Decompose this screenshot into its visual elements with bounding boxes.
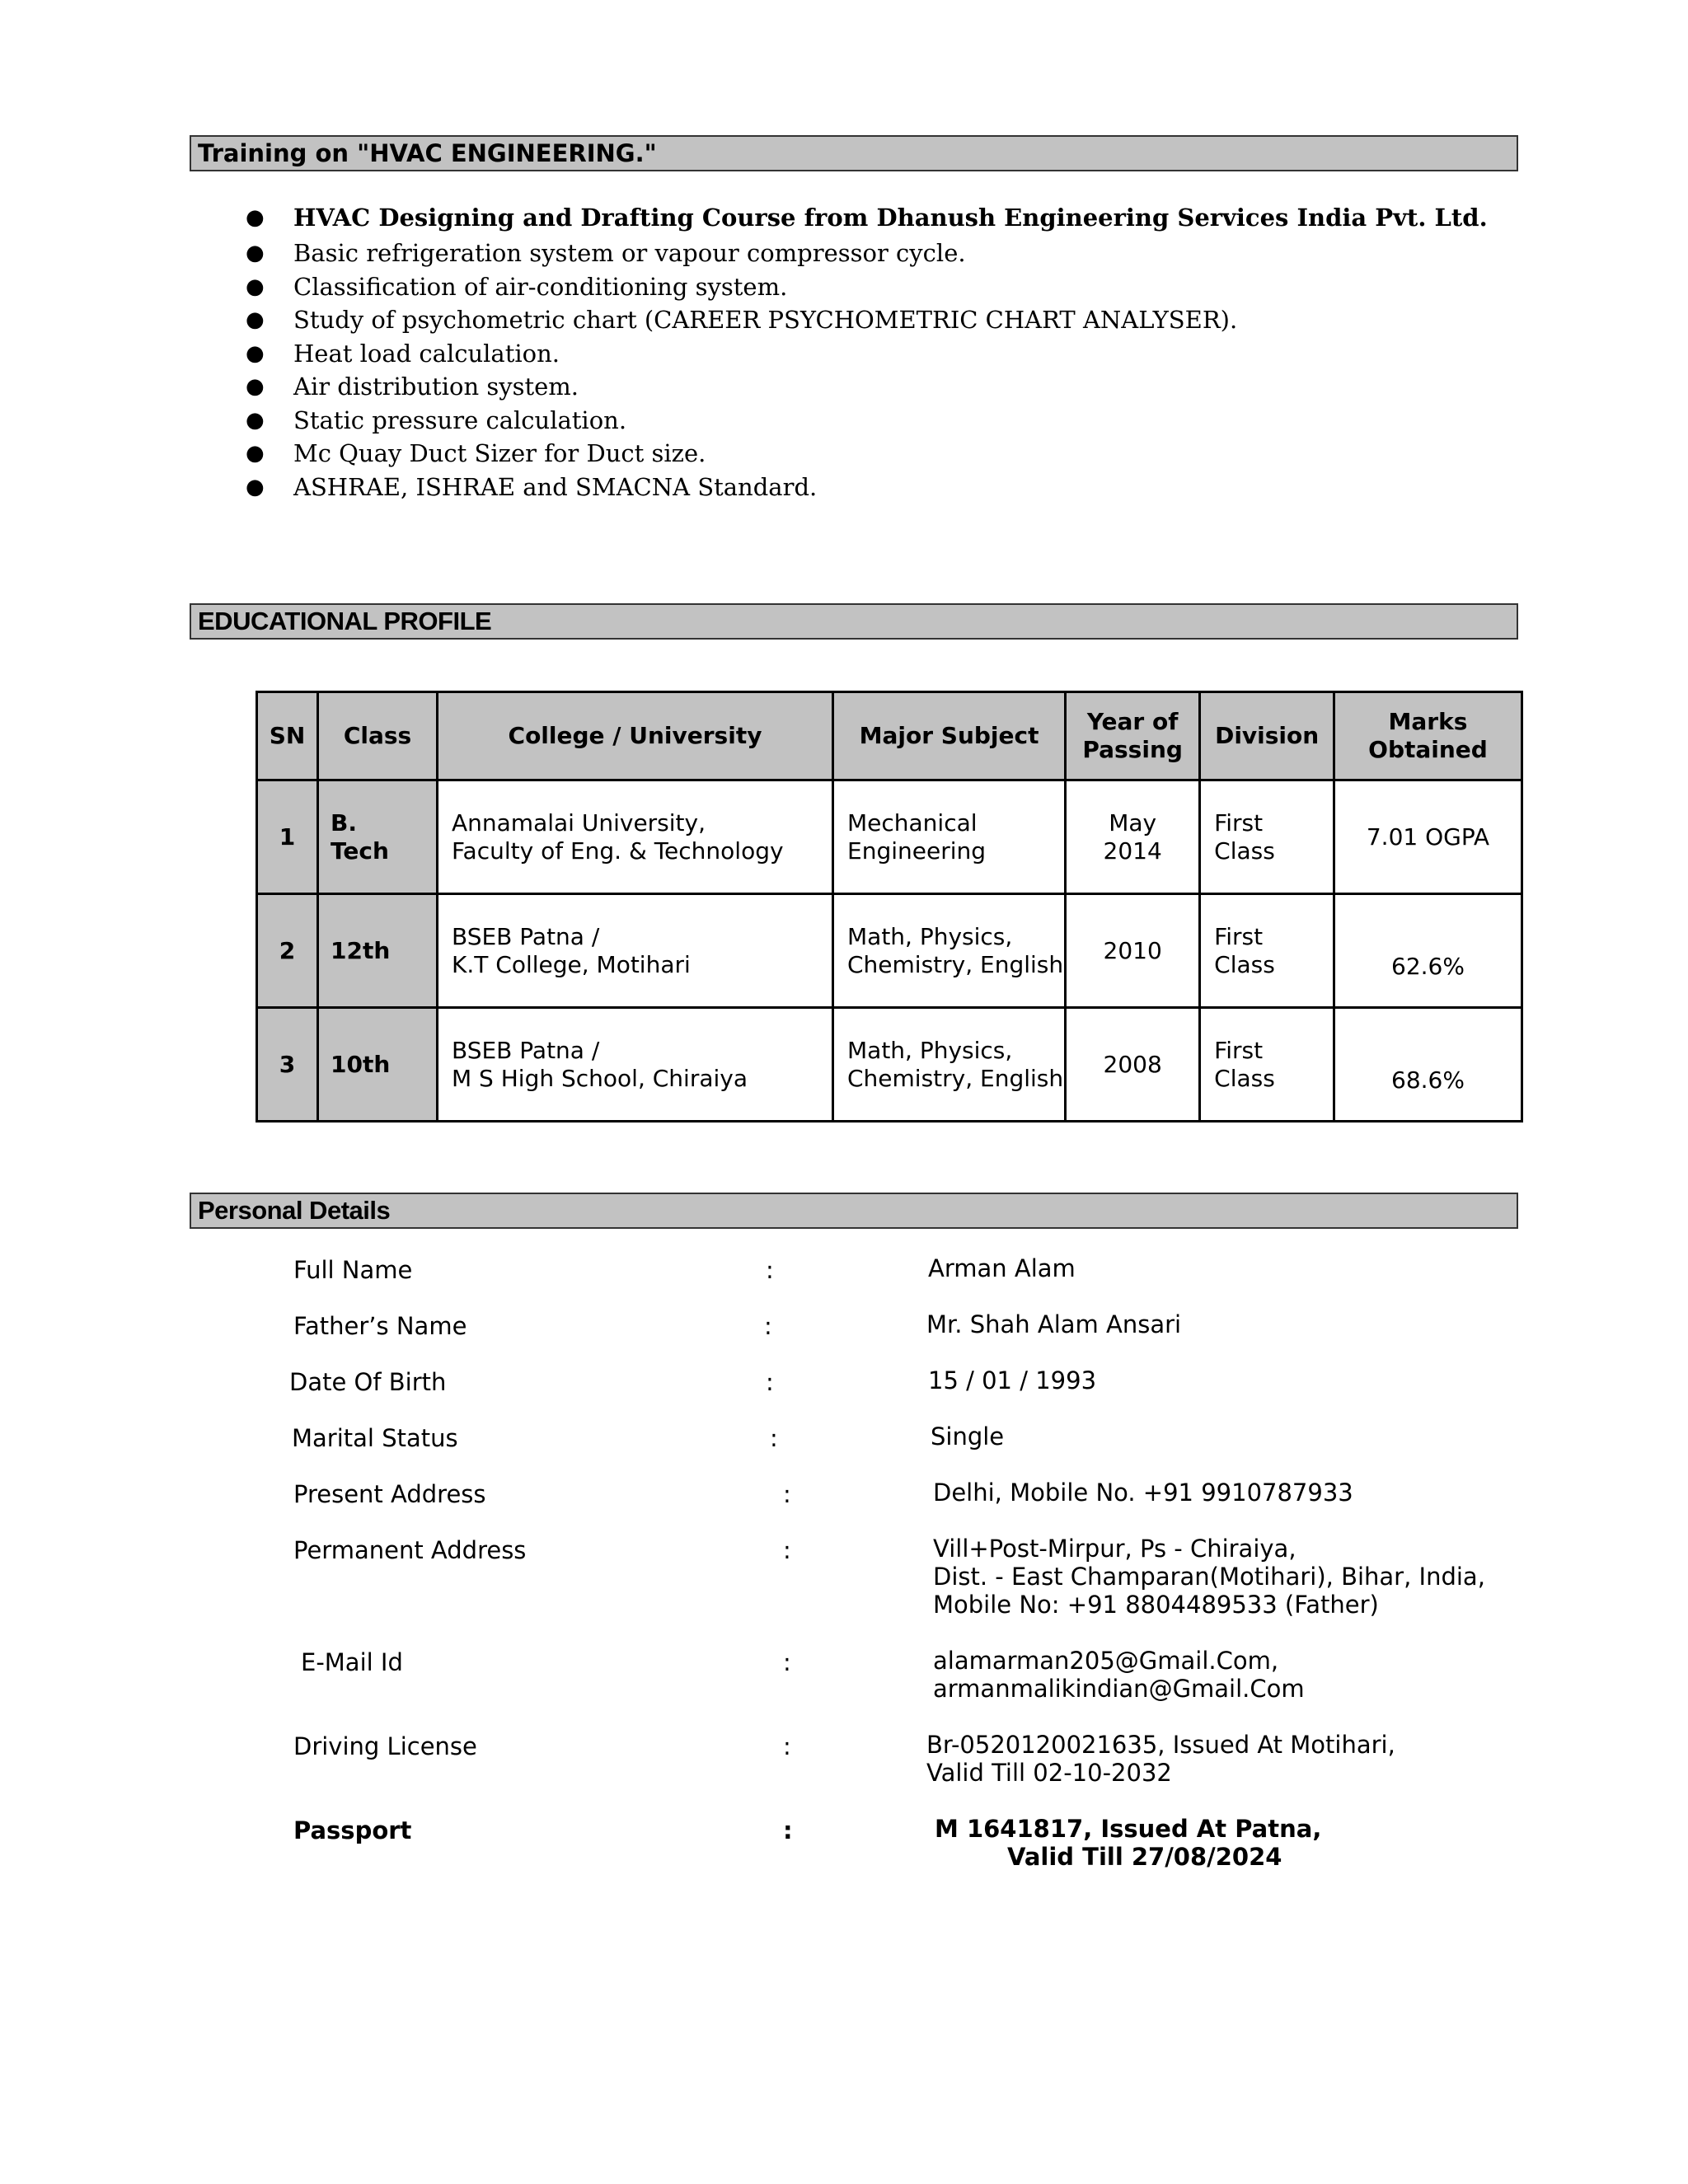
training-item: ● HVAC Designing and Drafting Course from Dhanush Engineering Services India Pvt. Ltd. <box>190 199 1508 237</box>
cell-subject: Mechanical Engineering <box>833 780 1066 894</box>
detail-value: M 1641817, Issued At Patna, Valid Till 27/08/2024 <box>935 1815 1322 1871</box>
training-item: ● Static pressure calculation. <box>190 404 1508 438</box>
cell-sn: 1 <box>257 780 318 894</box>
bullet-icon: ● <box>246 407 265 433</box>
column-header-sn: SN <box>257 692 318 780</box>
detail-colon: : <box>766 1368 774 1396</box>
detail-label: Passport <box>293 1816 412 1844</box>
bullet-icon: ● <box>246 307 265 332</box>
detail-colon: : <box>764 1312 772 1340</box>
education-heading: EDUCATIONAL PROFILE <box>190 603 1518 640</box>
cell-college: BSEB Patna / M S High School, Chiraiya <box>438 1008 833 1122</box>
cell-marks: 68.6% <box>1334 1008 1522 1122</box>
cell-college: Annamalai University, Faculty of Eng. & Technology <box>438 780 833 894</box>
detail-label: Date Of Birth <box>289 1368 447 1396</box>
detail-colon: : <box>783 1536 791 1564</box>
detail-colon: : <box>783 1648 791 1676</box>
table-row <box>257 780 1522 894</box>
cell-college: BSEB Patna / K.T College, Motihari <box>438 894 833 1008</box>
detail-value: Arman Alam <box>928 1254 1076 1282</box>
personal-heading: Personal Details <box>190 1193 1518 1229</box>
bullet-icon: ● <box>246 340 265 366</box>
detail-label: Permanent Address <box>293 1536 527 1564</box>
cell-subject: Math, Physics, Chemistry, English <box>833 1008 1066 1122</box>
column-header-college: College / University <box>438 692 833 780</box>
cell-sn: 2 <box>257 894 318 1008</box>
detail-colon: : <box>783 1480 791 1508</box>
cell-marks: 62.6% <box>1334 894 1522 1008</box>
bullet-icon: ● <box>246 241 265 265</box>
detail-label: Full Name <box>293 1256 413 1284</box>
detail-label: E-Mail Id <box>301 1648 403 1676</box>
detail-value: Single <box>931 1422 1005 1451</box>
table-row <box>257 1008 1522 1122</box>
column-header-year: Year of Passing <box>1066 692 1200 780</box>
detail-value: Mr. Shah Alam Ansari <box>926 1310 1182 1338</box>
bullet-icon: ● <box>246 474 265 499</box>
detail-value: 15 / 01 / 1993 <box>928 1366 1097 1394</box>
bullet-icon: ● <box>246 274 265 299</box>
detail-colon: : <box>783 1816 793 1844</box>
column-header-class: Class <box>318 692 438 780</box>
detail-value: alamarman205@Gmail.Com, armanmalikindian@Gmail.Com <box>933 1647 1305 1703</box>
bullet-icon: ● <box>246 205 265 230</box>
cell-division: First Class <box>1200 1008 1334 1122</box>
education-table <box>256 691 1523 1122</box>
detail-value: Br-0520120021635, Issued At Motihari, Valid Till 02-10-2032 <box>926 1731 1395 1787</box>
training-item: ● Air distribution system. <box>190 370 1508 404</box>
detail-colon: : <box>766 1256 774 1284</box>
training-item: ● Heat load calculation. <box>190 337 1508 371</box>
training-item: ● Basic refrigeration system or vapour compressor cycle. <box>190 237 1508 270</box>
detail-value: Delhi, Mobile No. +91 9910787933 <box>933 1479 1353 1507</box>
detail-label: Present Address <box>293 1480 486 1508</box>
column-header-marks: Marks Obtained <box>1334 692 1522 780</box>
training-heading: Training on "HVAC ENGINEERING." <box>190 135 1518 171</box>
table-header-row <box>257 692 1522 780</box>
cell-division: First Class <box>1200 894 1334 1008</box>
detail-label: Marital Status <box>292 1424 458 1452</box>
training-list <box>190 199 1508 504</box>
cell-year: May 2014 <box>1066 780 1200 894</box>
bullet-icon: ● <box>246 441 265 466</box>
training-item: ● Mc Quay Duct Sizer for Duct size. <box>190 437 1508 471</box>
cell-class: B. Tech <box>318 780 438 894</box>
cell-year: 2010 <box>1066 894 1200 1008</box>
column-header-division: Division <box>1200 692 1334 780</box>
detail-value: Vill+Post-Mirpur, Ps - Chiraiya, Dist. - East Champaran(Motihari), Bihar, India, Mobile No: +91 8804489533 (Father) <box>933 1535 1485 1619</box>
cell-class: 12th <box>318 894 438 1008</box>
bullet-icon: ● <box>246 374 265 399</box>
cell-division: First Class <box>1200 780 1334 894</box>
training-item: ● ASHRAE, ISHRAE and SMACNA Standard. <box>190 471 1508 504</box>
detail-label: Driving License <box>293 1732 477 1760</box>
cell-class: 10th <box>318 1008 438 1122</box>
table-row <box>257 894 1522 1008</box>
cell-marks: 7.01 OGPA <box>1334 780 1522 894</box>
cell-year: 2008 <box>1066 1008 1200 1122</box>
detail-colon: : <box>770 1424 778 1452</box>
cell-sn: 3 <box>257 1008 318 1122</box>
training-item: ● Classification of air-conditioning system. <box>190 270 1508 304</box>
cell-subject: Math, Physics, Chemistry, English <box>833 894 1066 1008</box>
detail-colon: : <box>783 1732 791 1760</box>
column-header-subject: Major Subject <box>833 692 1066 780</box>
detail-label: Father’s Name <box>293 1312 467 1340</box>
training-item: ● Study of psychometric chart (CAREER PSYCHOMETRIC CHART ANALYSER). <box>190 303 1508 337</box>
